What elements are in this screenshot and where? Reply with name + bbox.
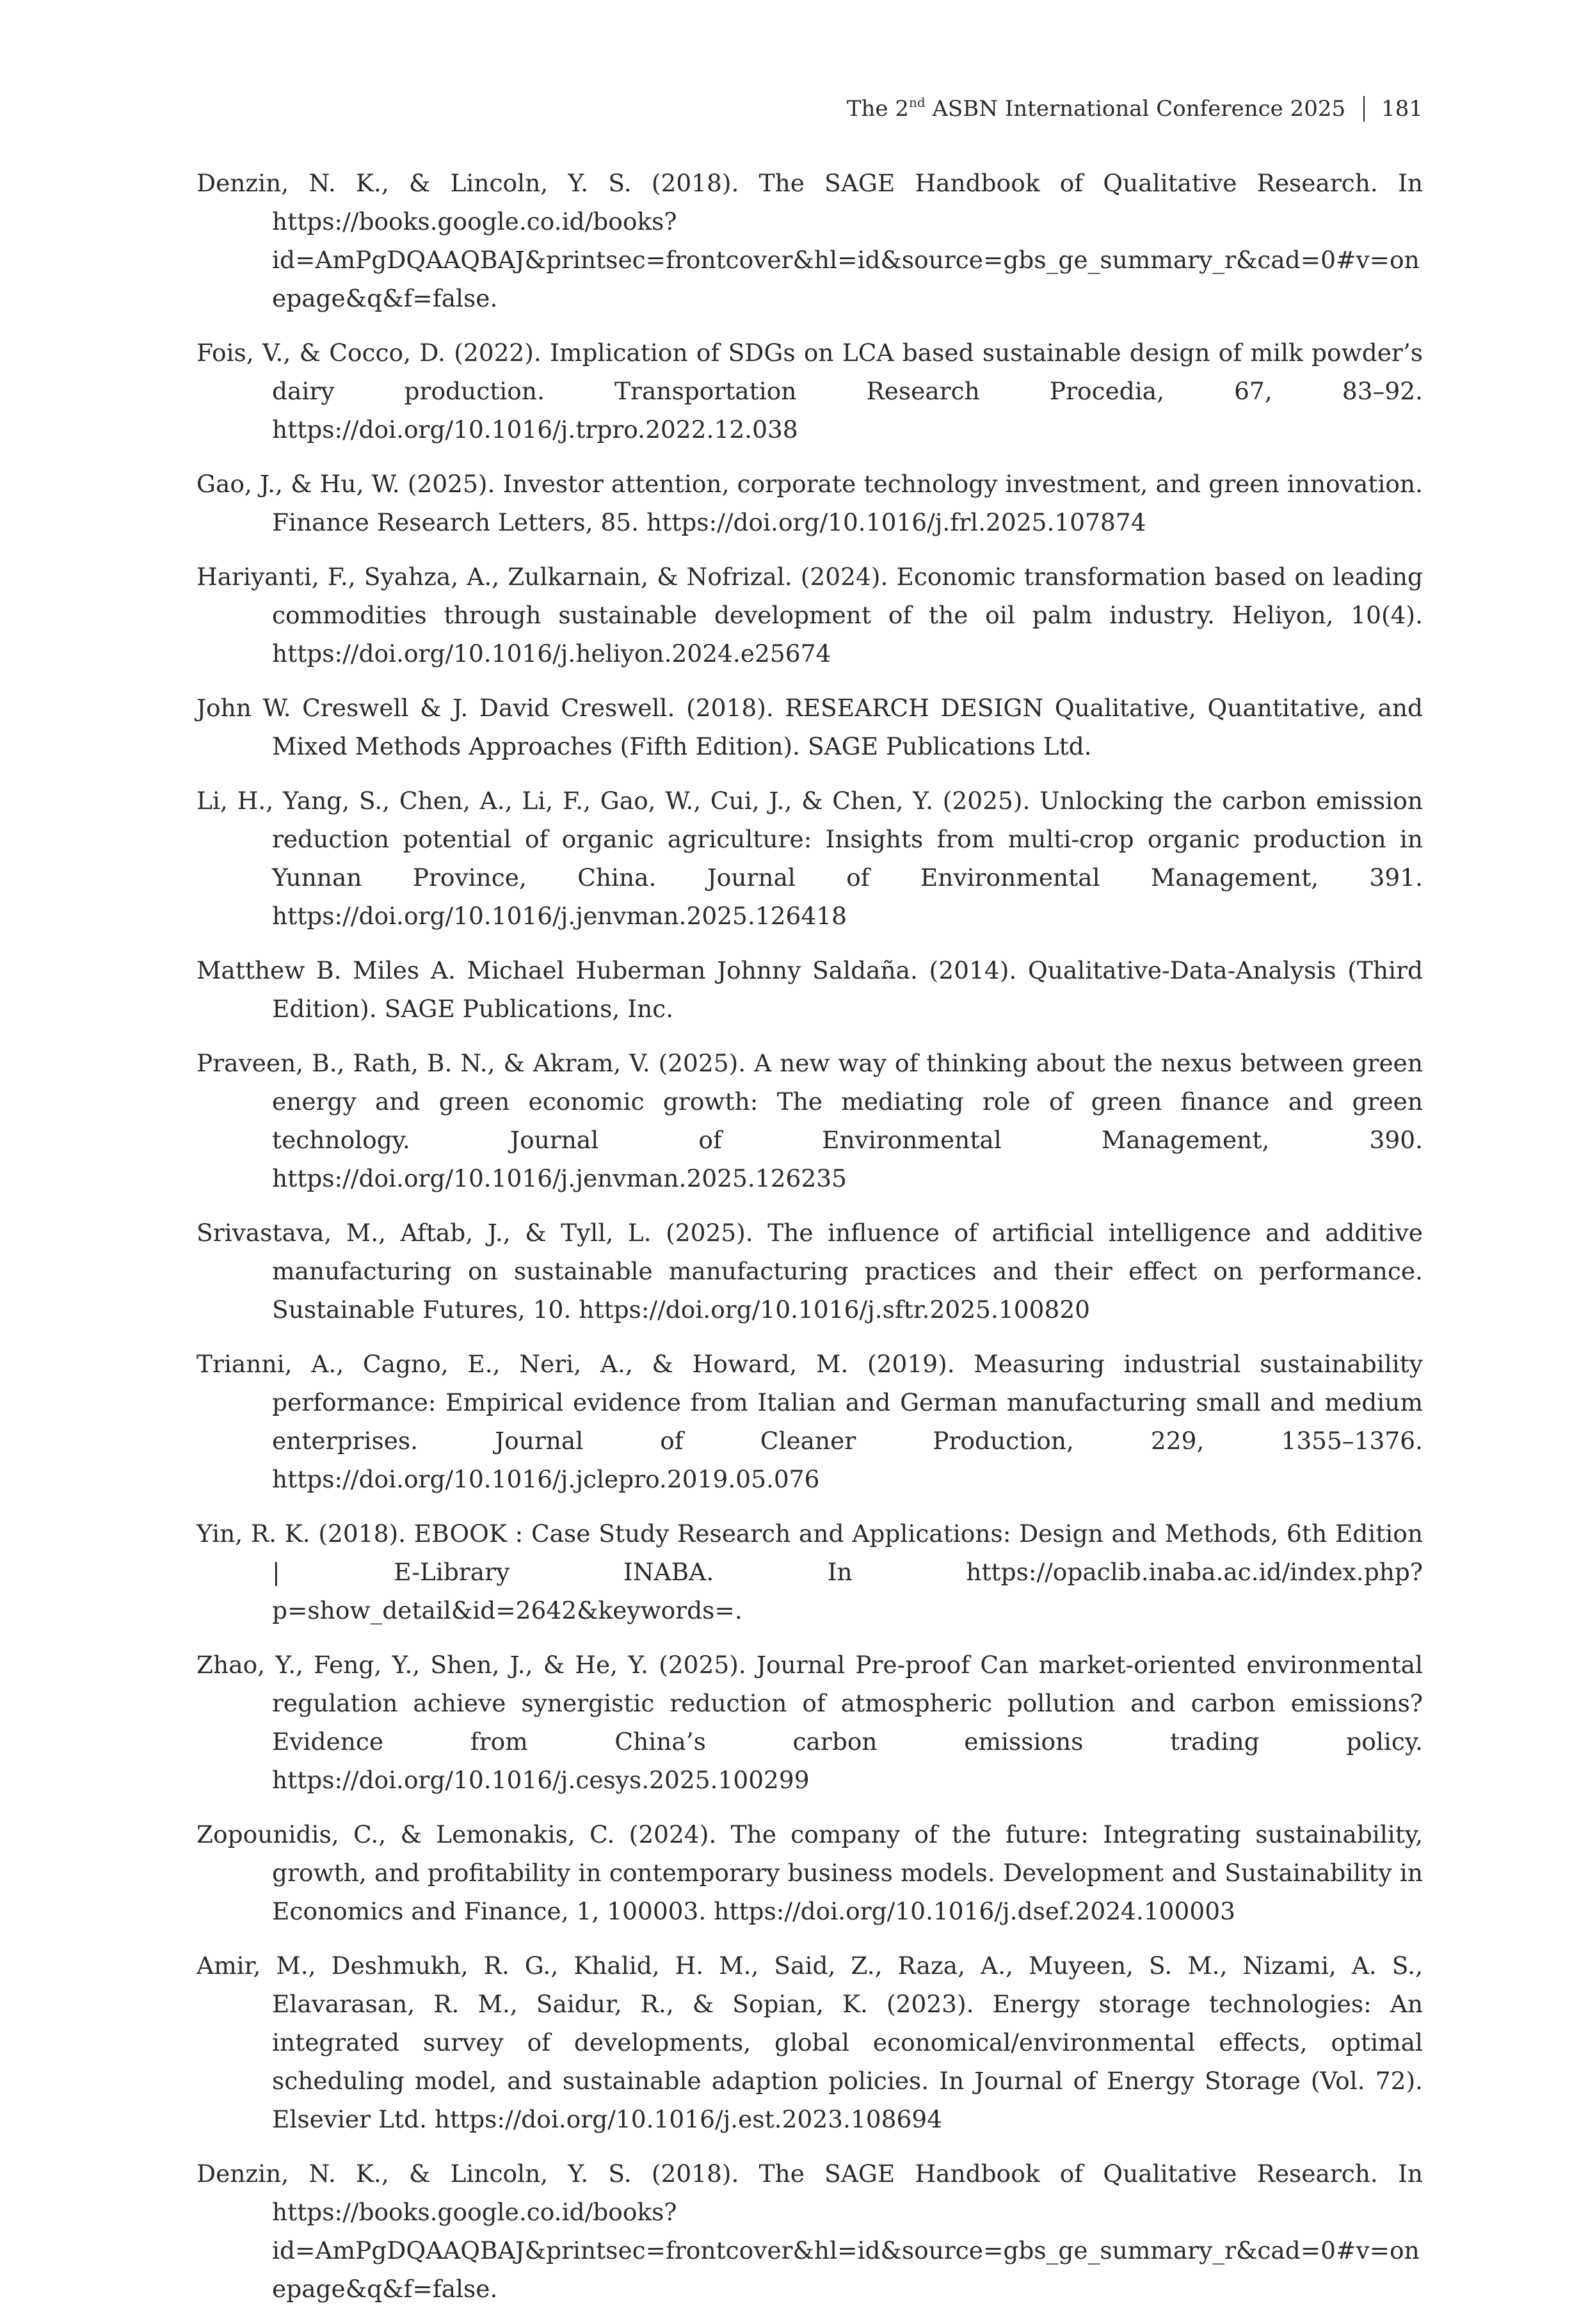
reference-entry: Zopounidis, C., & Lemonakis, C. (2024). The company of the future: Integrating sustainability, growth, and profitability in contemporary business models. Development and Sustainability in Economics and Finance, 1, 100003. https://doi.org/10.1016/j.dsef.2024.100003 (196, 1820, 1423, 1925)
reference-entry: Denzin, N. K., & Lincoln, Y. S. (2018). The SAGE Handbook of Qualitative Research. In https://books.google.co.id/books?id=AmPgDQAAQBAJ&printsec=frontcover&hl=id&source=gbs_ge_summary_r&cad=0#v=onepage&q&f=false. (196, 2160, 1423, 2303)
reference-entry: Li, H., Yang, S., Chen, A., Li, F., Gao, W., Cui, J., & Chen, Y. (2025). Unlocking the carbon emission reduction potential of organic agriculture: Insights from multi-crop organic production in Yunnan Province, China. Journal of Environmental Management, 391. https://doi.org/10.1016/j.jenvman.2025.126418 (196, 787, 1423, 930)
reference-entry: Gao, J., & Hu, W. (2025). Investor attention, corporate technology investment, and green innovation. Finance Research Letters, 85. https://doi.org/10.1016/j.frl.2025.107874 (196, 470, 1423, 536)
conference-ordinal-superscript: nd (908, 95, 926, 110)
page-number: 181 (1381, 96, 1423, 122)
reference-entry: Fois, V., & Cocco, D. (2022). Implication of SDGs on LCA based sustainable design of milk powder’s dairy production. Transportation Research Procedia, 67, 83–92. https://doi.org/10.1016/j.trpro.2022.12.038 (196, 339, 1423, 444)
reference-entry: Zhao, Y., Feng, Y., Shen, J., & He, Y. (2025). Journal Pre-proof Can market-oriented environmental regulation achieve synergistic reduction of atmospheric pollution and carbon emissions? Evidence from China’s carbon emissions trading policy. https://doi.org/10.1016/j.cesys.2025.100299 (196, 1651, 1423, 1794)
conference-title-suffix: ASBN International Conference 2025 (925, 96, 1346, 122)
reference-entry: Srivastava, M., Aftab, J., & Tyll, L. (2025). The influence of artificial intelligence and additive manufacturing on sustainable manufacturing practices and their effect on performance. Sustainable Futures, 10. https://doi.org/10.1016/j.sftr.2025.100820 (196, 1219, 1423, 1324)
header-divider (1363, 96, 1365, 122)
reference-entry: Trianni, A., Cagno, E., Neri, A., & Howard, M. (2019). Measuring industrial sustainability performance: Empirical evidence from Italian and German manufacturing small and medium enterprises. Journal of Cleaner Production, 229, 1355–1376. https://doi.org/10.1016/j.jclepro.2019.05.076 (196, 1350, 1423, 1493)
running-header (847, 93, 1423, 124)
conference-title-prefix: The 2 (846, 96, 909, 122)
reference-entry: Matthew B. Miles A. Michael Huberman Johnny Saldaña. (2014). Qualitative-Data-Analysis (Third Edition). SAGE Publications, Inc. (196, 956, 1423, 1023)
reference-entry: Amir, M., Deshmukh, R. G., Khalid, H. M., Said, Z., Raza, A., Muyeen, S. M., Nizami, A. S., Elavarasan, R. M., Saidur, R., & Sopian, K. (2023). Energy storage technologies: An integrated survey of developments, global economical/environmental effects, optimal scheduling model, and sustainable adaption policies. In Journal of Energy Storage (Vol. 72). Elsevier Ltd. https://doi.org/10.1016/j.est.2023.108694 (196, 1951, 1423, 2133)
reference-entry: Hariyanti, F., Syahza, A., Zulkarnain, & Nofrizal. (2024). Economic transformation based on leading commodities through sustainable development of the oil palm industry. Heliyon, 10(4). https://doi.org/10.1016/j.heliyon.2024.e25674 (196, 563, 1423, 668)
reference-entry: John W. Creswell & J. David Creswell. (2018). RESEARCH DESIGN Qualitative, Quantitative, and Mixed Methods Approaches (Fifth Edition). SAGE Publications Ltd. (196, 694, 1423, 760)
reference-list (196, 164, 1423, 2324)
reference-entry: Denzin, N. K., & Lincoln, Y. S. (2018). The SAGE Handbook of Qualitative Research. In https://books.google.co.id/books?id=AmPgDQAAQBAJ&printsec=frontcover&hl=id&source=gbs_ge_summary_r&cad=0#v=onepage&q&f=false. (196, 169, 1423, 312)
reference-entry: Praveen, B., Rath, B. N., & Akram, V. (2025). A new way of thinking about the nexus between green energy and green economic growth: The mediating role of green finance and green technology. Journal of Environmental Management, 390. https://doi.org/10.1016/j.jenvman.2025.126235 (196, 1049, 1423, 1192)
conference-title (847, 93, 1345, 124)
reference-entry: Yin, R. K. (2018). EBOOK : Case Study Research and Applications: Design and Methods, 6th Edition | E-Library INABA. In https://opaclib.inaba.ac.id/index.php?p=show_detail&id=2642&keywords=. (196, 1519, 1423, 1624)
